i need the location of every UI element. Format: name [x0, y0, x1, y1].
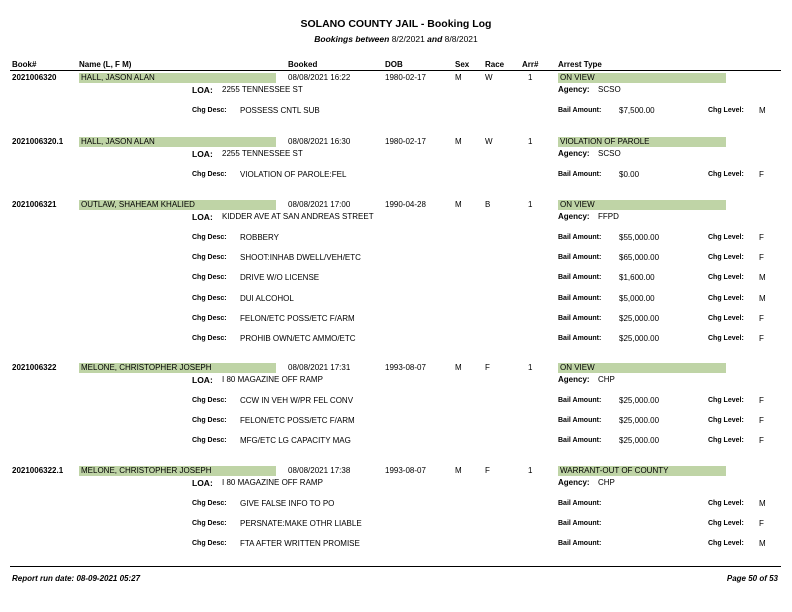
arrest-number: 1	[528, 73, 533, 82]
column-header-arrest-type: Arrest Type	[558, 60, 602, 69]
charge-row	[0, 170, 792, 180]
charge-level: M	[759, 273, 766, 283]
date-from: 8/2/2021	[391, 34, 425, 44]
agency-label: Agency:	[558, 149, 590, 158]
charge-row	[0, 294, 792, 304]
arrest-number: 1	[528, 466, 533, 475]
charge-level: M	[759, 499, 766, 508]
bail-amount: $65,000.00	[619, 253, 660, 263]
charge-desc: PERSNATE:MAKE OTHR LIABLE	[240, 519, 362, 529]
charge-level-label: Chg Level:	[708, 500, 744, 507]
page-number: Page 50 of 53	[726, 574, 778, 583]
charge-desc-label: Chg Desc:	[192, 171, 227, 178]
bail-amount: $5,000.00	[619, 293, 655, 303]
date-of-birth: 1980-02-17	[385, 73, 426, 82]
charge-desc-label: Chg Desc:	[192, 500, 227, 507]
loa-label: LOA:	[192, 85, 213, 95]
location-agency-row	[0, 375, 792, 385]
race-value: W	[485, 137, 493, 146]
charge-level: F	[759, 396, 764, 405]
charge-level-label: Chg Level:	[708, 397, 744, 404]
inmate-name: MELONE, CHRISTOPHER JOSEPH	[81, 466, 212, 475]
date-of-birth: 1993-08-07	[385, 363, 426, 372]
report-run-date: Report run date: 08-09-2021 05:27	[12, 574, 141, 583]
report-title: SOLANO COUNTY JAIL - Booking Log	[300, 18, 492, 30]
date-to: 8/8/2021	[444, 34, 478, 44]
booked-datetime: 08/08/2021 16:22	[288, 73, 351, 82]
sex-value: M	[455, 363, 462, 372]
bail-amount-label: Bail Amount:	[558, 397, 602, 404]
loa-value: I 80 MAGAZINE OFF RAMP	[222, 375, 323, 384]
booked-datetime: 08/08/2021 17:38	[288, 466, 351, 475]
bail-amount-label: Bail Amount:	[558, 171, 602, 178]
bail-amount: $25,000.00	[619, 416, 660, 426]
race-value: F	[485, 466, 490, 475]
booking-row	[0, 200, 792, 210]
agency-value: SCSO	[598, 149, 621, 158]
charge-level-label: Chg Level:	[708, 417, 744, 425]
charge-level-label: Chg Level:	[708, 107, 744, 114]
charge-level-label: Chg Level:	[708, 540, 744, 548]
booked-datetime: 08/08/2021 16:30	[288, 137, 351, 146]
charge-desc: CCW IN VEH W/PR FEL CONV	[240, 396, 354, 405]
date-of-birth: 1993-08-07	[385, 466, 426, 475]
charge-level: F	[759, 233, 764, 242]
charge-row	[0, 273, 792, 283]
agency-value: FFPD	[598, 212, 619, 221]
booked-datetime: 08/08/2021 17:00	[288, 200, 351, 209]
bail-amount-label: Bail Amount:	[558, 107, 602, 114]
arrest-type: WARRANT-OUT OF COUNTY	[560, 466, 669, 475]
charge-level: F	[759, 334, 764, 343]
charge-row	[0, 436, 792, 446]
bail-amount: $25,000.00	[619, 396, 660, 405]
inmate-name: HALL, JASON ALAN	[81, 73, 155, 82]
subtitle-and: and	[427, 34, 443, 44]
charge-desc-label: Chg Desc:	[192, 397, 227, 404]
inmate-name: HALL, JASON ALAN	[81, 137, 155, 146]
charge-desc: ROBBERY	[240, 233, 279, 242]
charge-desc-label: Chg Desc:	[192, 314, 227, 322]
bail-amount-label: Bail Amount:	[558, 314, 602, 322]
column-header-sex: Sex	[455, 60, 470, 69]
loa-value: 2255 TENNESSEE ST	[222, 85, 303, 94]
loa-value: KIDDER AVE AT SAN ANDREAS STREET	[222, 212, 374, 221]
charge-desc: FTA AFTER WRITTEN PROMISE	[240, 539, 360, 549]
bail-amount: $1,600.00	[619, 273, 655, 283]
charge-row	[0, 499, 792, 509]
location-agency-row	[0, 212, 792, 222]
arrest-number: 1	[528, 363, 533, 372]
charge-desc: FELON/ETC POSS/ETC F/ARM	[240, 416, 355, 426]
subtitle-prefix: Bookings between	[314, 34, 390, 44]
charge-desc: DRIVE W/O LICENSE	[240, 273, 320, 283]
column-header-arr: Arr#	[522, 60, 539, 69]
location-agency-row	[0, 478, 792, 488]
agency-value: CHP	[598, 478, 615, 487]
charge-desc: DUI ALCOHOL	[240, 293, 294, 303]
charge-level-label: Chg Level:	[708, 171, 744, 178]
charge-level: F	[759, 436, 764, 446]
column-header-book: Book#	[12, 60, 37, 69]
book-number: 2021006322.1	[12, 466, 64, 475]
location-agency-row	[0, 85, 792, 95]
sex-value: M	[455, 466, 462, 475]
arrest-type: VIOLATION OF PAROLE	[560, 137, 650, 146]
inmate-name: OUTLAW, SHAHEAM KHALIED	[81, 200, 195, 209]
charge-level: F	[759, 253, 764, 263]
loa-label: LOA:	[192, 375, 213, 385]
charge-desc-label: Chg Desc:	[192, 540, 227, 548]
charge-row	[0, 519, 792, 529]
booking-row	[0, 466, 792, 476]
bail-amount-label: Bail Amount:	[558, 234, 602, 241]
charge-level-label: Chg Level:	[708, 520, 744, 528]
bail-amount: $55,000.00	[619, 233, 660, 242]
bail-amount: $25,000.00	[619, 313, 660, 323]
charge-level: F	[759, 313, 764, 323]
agency-label: Agency:	[558, 212, 590, 221]
column-header-dob: DOB	[385, 60, 403, 69]
location-agency-row	[0, 149, 792, 159]
bail-amount: $0.00	[619, 170, 640, 179]
charge-desc: MFG/ETC LG CAPACITY MAG	[240, 436, 351, 446]
bail-amount-label: Bail Amount:	[558, 335, 602, 342]
charge-row	[0, 106, 792, 116]
charge-level: M	[759, 539, 766, 549]
charge-level-label: Chg Level:	[708, 274, 744, 282]
arrest-type: ON VIEW	[560, 200, 595, 209]
column-header-booked: Booked	[288, 60, 318, 69]
charge-desc: POSSESS CNTL SUB	[240, 106, 320, 115]
bail-amount: $25,000.00	[619, 334, 660, 343]
charge-row	[0, 539, 792, 549]
charge-level-label: Chg Level:	[708, 335, 744, 342]
booking-row	[0, 73, 792, 83]
charge-row	[0, 233, 792, 243]
arrest-number: 1	[528, 137, 533, 146]
charge-level: F	[759, 416, 764, 426]
charge-row	[0, 314, 792, 324]
book-number: 2021006321	[12, 200, 57, 209]
charge-desc-label: Chg Desc:	[192, 437, 227, 445]
loa-label: LOA:	[192, 149, 213, 159]
agency-label: Agency:	[558, 85, 590, 94]
book-number: 2021006320.1	[12, 137, 64, 146]
charge-level-label: Chg Level:	[708, 254, 744, 262]
date-of-birth: 1980-02-17	[385, 137, 426, 146]
agency-value: SCSO	[598, 85, 621, 94]
charge-desc-label: Chg Desc:	[192, 254, 227, 262]
booking-row	[0, 137, 792, 147]
bail-amount-label: Bail Amount:	[558, 520, 602, 528]
charge-desc: SHOOT:INHAB DWELL/VEH/ETC	[240, 253, 361, 263]
bail-amount-label: Bail Amount:	[558, 437, 602, 445]
header-rule	[10, 70, 781, 71]
charge-row	[0, 253, 792, 263]
charge-row	[0, 396, 792, 406]
charge-row	[0, 416, 792, 426]
inmate-name: MELONE, CHRISTOPHER JOSEPH	[81, 363, 212, 372]
column-header-race: Race	[485, 60, 505, 69]
bail-amount-label: Bail Amount:	[558, 274, 602, 282]
bail-amount-label: Bail Amount:	[558, 254, 602, 262]
bail-amount-label: Bail Amount:	[558, 500, 602, 507]
charge-desc: FELON/ETC POSS/ETC F/ARM	[240, 313, 355, 323]
loa-value: 2255 TENNESSEE ST	[222, 149, 303, 158]
agency-value: CHP	[598, 375, 615, 384]
loa-value: I 80 MAGAZINE OFF RAMP	[222, 478, 323, 487]
charge-desc-label: Chg Desc:	[192, 294, 227, 302]
charge-desc-label: Chg Desc:	[192, 335, 227, 342]
loa-label: LOA:	[192, 478, 213, 488]
charge-desc-label: Chg Desc:	[192, 520, 227, 528]
column-header-name: Name (L, F M)	[79, 60, 132, 69]
bail-amount-label: Bail Amount:	[558, 417, 602, 425]
booked-datetime: 08/08/2021 17:31	[288, 363, 351, 372]
charge-desc-label: Chg Desc:	[192, 234, 227, 241]
bail-amount-label: Bail Amount:	[558, 294, 602, 302]
charge-desc-label: Chg Desc:	[192, 107, 227, 114]
sex-value: M	[455, 137, 462, 146]
arrest-type: ON VIEW	[560, 73, 595, 82]
bail-amount-label: Bail Amount:	[558, 540, 602, 548]
race-value: B	[485, 200, 491, 209]
charge-level-label: Chg Level:	[708, 294, 744, 302]
charge-level-label: Chg Level:	[708, 314, 744, 322]
charge-desc: GIVE FALSE INFO TO PO	[240, 499, 335, 508]
bail-amount: $25,000.00	[619, 436, 660, 446]
race-value: W	[485, 73, 493, 82]
bail-amount: $7,500.00	[619, 106, 655, 115]
charge-level: F	[759, 170, 764, 179]
sex-value: M	[455, 73, 462, 82]
race-value: F	[485, 363, 490, 372]
charge-level: M	[759, 293, 766, 303]
agency-label: Agency:	[558, 375, 590, 384]
arrest-number: 1	[528, 200, 533, 209]
loa-label: LOA:	[192, 212, 213, 222]
agency-label: Agency:	[558, 478, 590, 487]
book-number: 2021006320	[12, 73, 57, 82]
charge-row	[0, 334, 792, 344]
charge-desc-label: Chg Desc:	[192, 274, 227, 282]
sex-value: M	[455, 200, 462, 209]
arrest-type: ON VIEW	[560, 363, 595, 372]
book-number: 2021006322	[12, 363, 57, 372]
date-of-birth: 1990-04-28	[385, 200, 426, 209]
charge-level-label: Chg Level:	[708, 437, 744, 445]
charge-desc-label: Chg Desc:	[192, 417, 227, 425]
charge-level: M	[759, 106, 766, 115]
charge-desc: VIOLATION OF PAROLE:FEL	[240, 170, 347, 179]
charge-level: F	[759, 519, 764, 529]
footer-rule	[10, 566, 781, 567]
booking-row	[0, 363, 792, 373]
charge-desc: PROHIB OWN/ETC AMMO/ETC	[240, 334, 356, 343]
report-subtitle	[0, 34, 792, 44]
charge-level-label: Chg Level:	[708, 234, 744, 241]
